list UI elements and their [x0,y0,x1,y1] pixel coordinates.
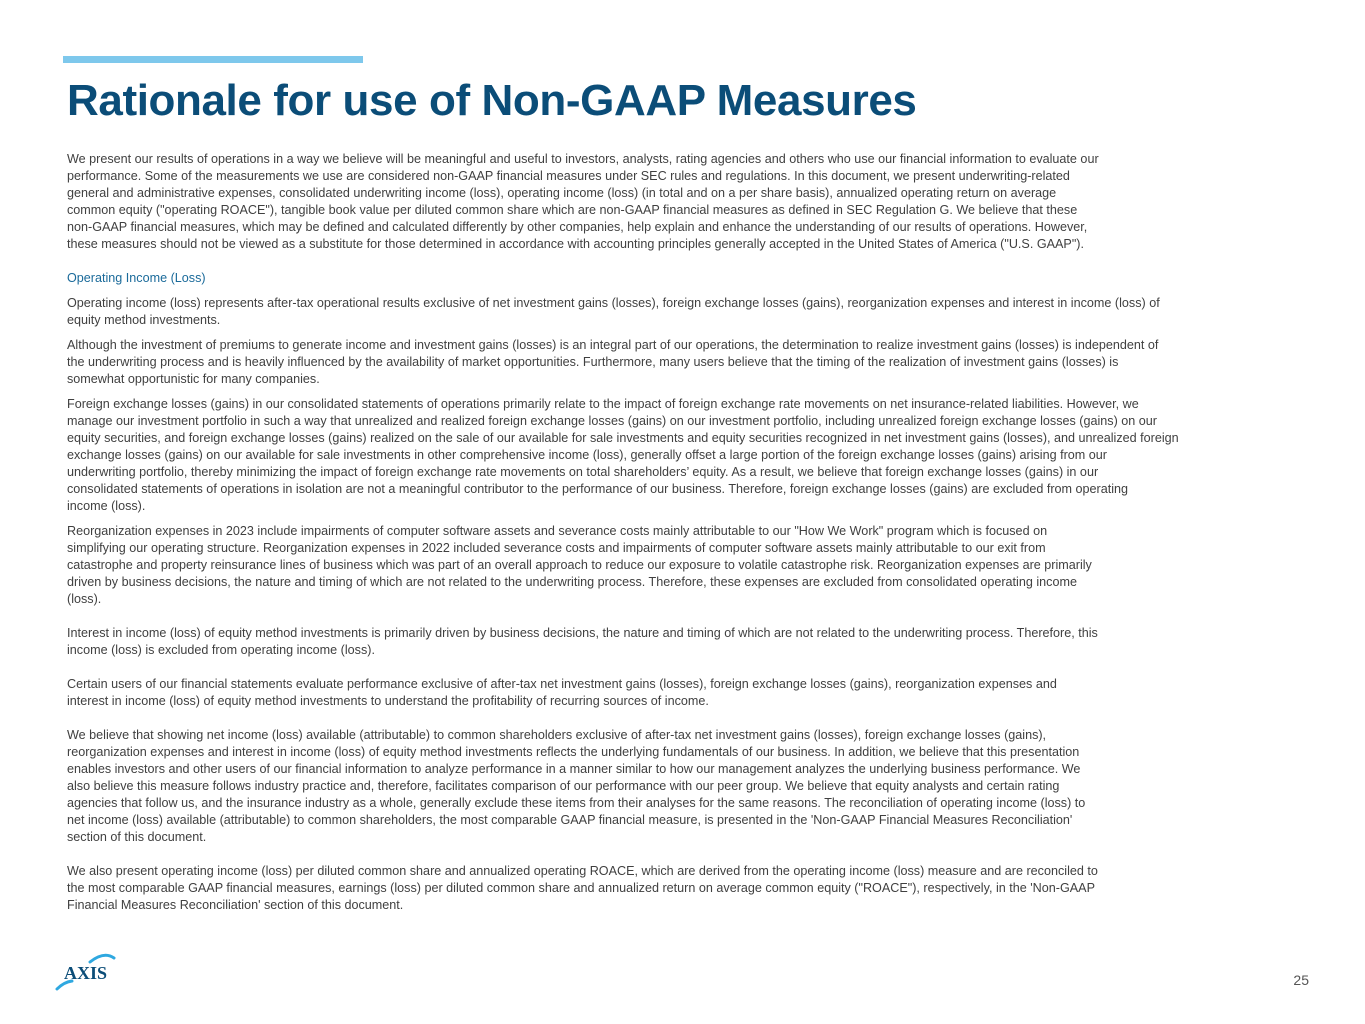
title-accent-bar [63,56,363,63]
paragraph-foreign-exchange: Foreign exchange losses (gains) in our consolidated statements of operations primarily relate to the impact of foreign exchange rate movements on net insurance-related liabilities. However, we manage our investment portfolio in such a way that unrealized and realized foreign exchange losses (gains) on our investment portfolio, including unrealized foreign exchange losses (gains) on our equity securities, and foreign exchange losses (gains) realized on the sale of our available for sale investments and equity securities recognized in net investment gains (losses), and unrealized foreign exchange losses (gains) on our available for sale investments in other comprehensive income (loss), generally offset a large portion of the foreign exchange losses (gains) arising from our underwriting portfolio, thereby minimizing the impact of foreign exchange rate movements on total shareholders’ equity. As a result, we believe that foreign exchange losses (gains) in our consolidated statements of operations in isolation are not a meaningful contributor to the performance of our business. Therefore, foreign exchange losses (gains) are excluded from operating income (loss). [67,397,1179,513]
paragraph-reorganization-expenses: Reorganization expenses in 2023 include impairments of computer software assets and severance costs mainly attributable to our "How We Work" program which is focused on simplifying our operating structure. Reorganization expenses in 2022 included severance costs and impairments of computer software assets mainly attributable to our exit from catastrophe and property reinsurance lines of business which was part of an overall approach to reduce our exposure to volatile catastrophe risk. Reorganization expenses are primarily driven by business decisions, the nature and timing of which are not related to the underwriting process. Therefore, these expenses are excluded from consolidated operating income (loss). [67,524,1092,606]
paragraph-per-share-roace: We also present operating income (loss) per diluted common share and annualized operating ROACE, which are derived from the operating income (loss) measure and are reconciled to the most comparable GAAP financial measures, earnings (loss) per diluted common share and annualized return on average common equity ("ROACE"), respectively, in the 'Non-GAAP Financial Measures Reconciliation' section of this document. [67,864,1098,912]
page-title: Rationale for use of Non-GAAP Measures [67,76,917,125]
paragraph-investment-gains: Although the investment of premiums to generate income and investment gains (losses) is an integral part of our operations, the determination to realize investment gains (losses) is independent of the underwriting process and is heavily influenced by the availability of market opportunities. Furthermore, many users believe that the timing of the realization of investment gains (losses) is somewhat opportunistic for many companies. [67,338,1159,386]
paragraph-net-income-rationale: We believe that showing net income (loss) available (attributable) to common shareholders exclusive of after-tax net investment gains (losses), foreign exchange losses (gains), reorganization expenses and interest in income (loss) of equity method investments reflects the underlying fundamentals of our business. In addition, we believe that this presentation enables investors and other users of our financial information to analyze performance in a manner similar to how our management analyzes the underlying business performance. We also believe this measure follows industry practice and, therefore, facilitates comparison of our performance with our peer group. We believe that equity analysts and certain rating agencies that follow us, and the insurance industry as a whole, generally exclude these items from their analyses for the same reasons. The reconciliation of operating income (loss) to net income (loss) available (attributable) to common shareholders, the most comparable GAAP financial measure, is presented in the 'Non-GAAP Financial Measures Reconciliation' section of this document. [67,728,1086,844]
section-heading: Operating Income (Loss) [67,271,206,285]
paragraph-certain-users: Certain users of our financial statements evaluate performance exclusive of after-tax net investment gains (losses), foreign exchange losses (gains), reorganization expenses and interest in income (loss) of equity method investments to understand the profitability of recurring sources of income. [67,677,1057,708]
paragraph-equity-method-investments: Interest in income (loss) of equity method investments is primarily driven by business decisions, the nature and timing of which are not related to the underwriting process. Therefore, this income (loss) is excluded from operating income (loss). [67,626,1098,657]
logo-text: AXIS [64,963,108,983]
page-number: 25 [1293,972,1309,988]
paragraph-operating-income-definition: Operating income (loss) represents after-tax operational results exclusive of net investment gains (losses), foreign exchange losses (gains), reorganization expenses and interest in income (loss) of equity method investments. [67,296,1160,327]
logo-swoosh-top [90,955,114,962]
body-text [67,151,1305,914]
intro-paragraph: We present our results of operations in a way we believe will be meaningful and useful to investors, analysts, rating agencies and others who use our financial information to evaluate our performance. Some of the measurements we use are considered non-GAAP financial measures under SEC rules and regulations. In this document, we present underwriting-related general and administrative expenses, consolidated underwriting income (loss), operating income (loss) (in total and on a per share basis), annualized operating return on average common equity ("operating ROACE"), tangible book value per diluted common share which are non-GAAP financial measures as defined in SEC Regulation G. We believe that these non-GAAP financial measures, which may be defined and calculated differently by other companies, help explain and enhance the understanding of our results of operations. However, these measures should not be viewed as a substitute for those determined in accordance with accounting principles generally accepted in the United States of America ("U.S. GAAP"). [67,152,1099,251]
axis-logo [52,950,122,994]
